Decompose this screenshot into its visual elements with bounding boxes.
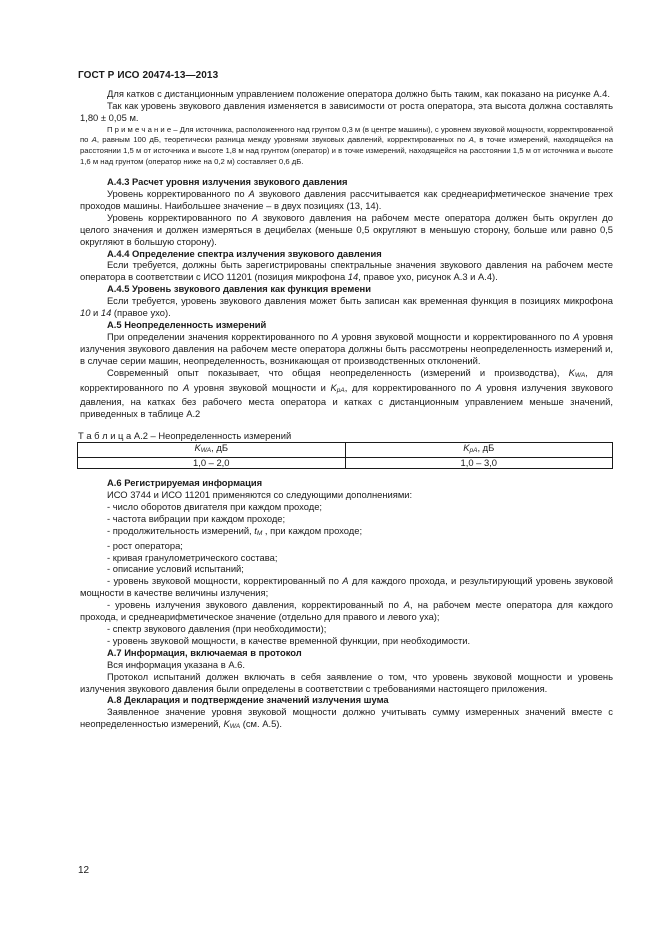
paragraph: Уровень корректированного по А звукового давления на рабочем месте оператора должен быть округлен до целого значения и должен измеряться в децибелах (меньше 0,5 округляют в меньшую сторону, больше или равно 0,5 округляют в большую сторону). [80,211,613,247]
section-heading: А.7 Информация, включаемая в протокол [107,646,302,658]
table-caption: Т а б л и ц а А.2 – Неопределенность измерений [78,430,292,442]
list-item: - число оборотов двигателя при каждом проходе; [107,500,323,512]
list-item: - рост оператора; [107,539,183,551]
paragraph: Протокол испытаний должен включать в себя заявление о том, что уровень звуковой мощности и уровень излучения звукового давления были определены в соответствии с требованиями настоящего приложения. [80,670,613,694]
note: П р и м е ч а н и е – Для источника, расположенного над грунтом 0,3 м (в центре машины), с уровнем звуковой мощности, корректированной по А, равным 100 дБ, теоретически разница между уровнями звуковых давлений, корректированных по А, в точке измерений, находящейся на расстоянии 1,5 м от источника и высоте 1,8 м над грунтом (оператор) и в точке измерений, находящейся на расстоянии 1,5 м от источника и высоте 1,6 м над грунтом (оператор ниже на 0,2 м) составляет 0,6 дБ. [80,124,613,166]
table-header-row [78,443,613,458]
paragraph: ИСО 3744 и ИСО 11201 применяются со следующими дополнениями: [107,489,413,501]
table-header-cell: $K_{pA}$, дБ [345,443,613,458]
paragraph: Если требуется, должны быть зарегистрированы спектральные значения звукового давления на рабочем месте оператора в соответствии с ИСО 11201 (позиция микрофона 14, правое ухо, рисунок А.3 и А.4). [80,259,613,283]
section-heading: А.8 Декларация и подтверждение значений излучения шума [107,694,389,706]
section-heading: А.6 Регистрируемая информация [107,477,263,489]
list-item: - продолжительность измерений, $t_M$ , при каждом проходе; [107,524,363,537]
paragraph: Если требуется, уровень звукового давления может быть записан как временная функция в позициях микрофона 10 и 14 (правое ухо). [80,295,613,319]
list-item: - уровень звуковой мощности, корректированный по А для каждого прохода, и результирующий уровень звуковой мощности в качестве величины излучения; [80,575,613,599]
section-heading: А.5 Неопределенность измерений [107,318,267,330]
paragraph: Для катков с дистанционным управлением положение оператора должно быть таким, как показано на рисунке А.4. [107,88,610,99]
document-header: ГОСТ Р ИСО 20474-13—2013 [78,70,219,81]
table-cell: 1,0 – 2,0 [78,457,346,469]
uncertainty-table [77,442,613,469]
list-item: - кривая гранулометрического состава; [107,551,278,563]
list-item: - частота вибрации при каждом проходе; [107,512,286,524]
page-number: 12 [78,865,90,876]
section-heading: А.4.3 Расчет уровня излучения звукового давления [107,176,348,188]
table-cell: 1,0 – 3,0 [345,457,613,469]
paragraph: Современный опыт показывает, что общая неопределенность (измерений и производства), $K_{WA}$, для корректированного по А уровня звуковой мощности и $K_{pA}$, для корректированного по А уровня излучения звукового давления, на катках без рабочего места оператора и катках с дистанционным управлением меньше значений, приведенных в таблице А.2 [80,366,613,420]
section-heading: А.4.5 Уровень звукового давления как функция времени [107,283,371,295]
list-item: - уровень звуковой мощности, в качестве временной функции, при необходимости. [107,634,471,646]
paragraph: Заявленное значение уровня звуковой мощности должно учитывать сумму измеренных значений вместе с неопределенностью измерений, $K_{WA}$ (см. А.5). [80,706,613,731]
list-item: - описание условий испытаний; [107,563,244,575]
page-content [80,88,613,733]
paragraph: Так как уровень звукового давления изменяется в зависимости от роста оператора, эта высота должна составлять 1,80 ± 0,05 м. [80,99,613,123]
list-item: - спектр звукового давления (при необходимости); [107,623,327,634]
paragraph: Уровень корректированного по А звукового давления рассчитывается как среднеарифметическое значение трех проходов машины. Наибольшее значение – в двух позициях (13, 14). [80,188,613,211]
note-label: П р и м е ч а н и е [107,124,172,134]
paragraph: Вся информация указана в А.6. [107,658,245,670]
list-item: - уровень излучения звукового давления, корректированный по А, на рабочем месте оператора для каждого прохода, и среднеарифметическое значение (отдельно для правого и левого уха); [80,599,614,623]
table-row [78,457,613,469]
paragraph: При определении значения корректированного по А уровня звуковой мощности и корректированного по А уровня излучения звукового давления на рабочем месте оператора должны быть рассмотрены неопределенность измерений и, в случае серии машин, неопределенность, возникающая от производственных отклонений. [80,330,614,366]
section-heading: А.4.4 Определение спектра излучения звукового давления [107,247,382,259]
table-header-cell: $K_{WA}$, дБ [78,443,346,458]
